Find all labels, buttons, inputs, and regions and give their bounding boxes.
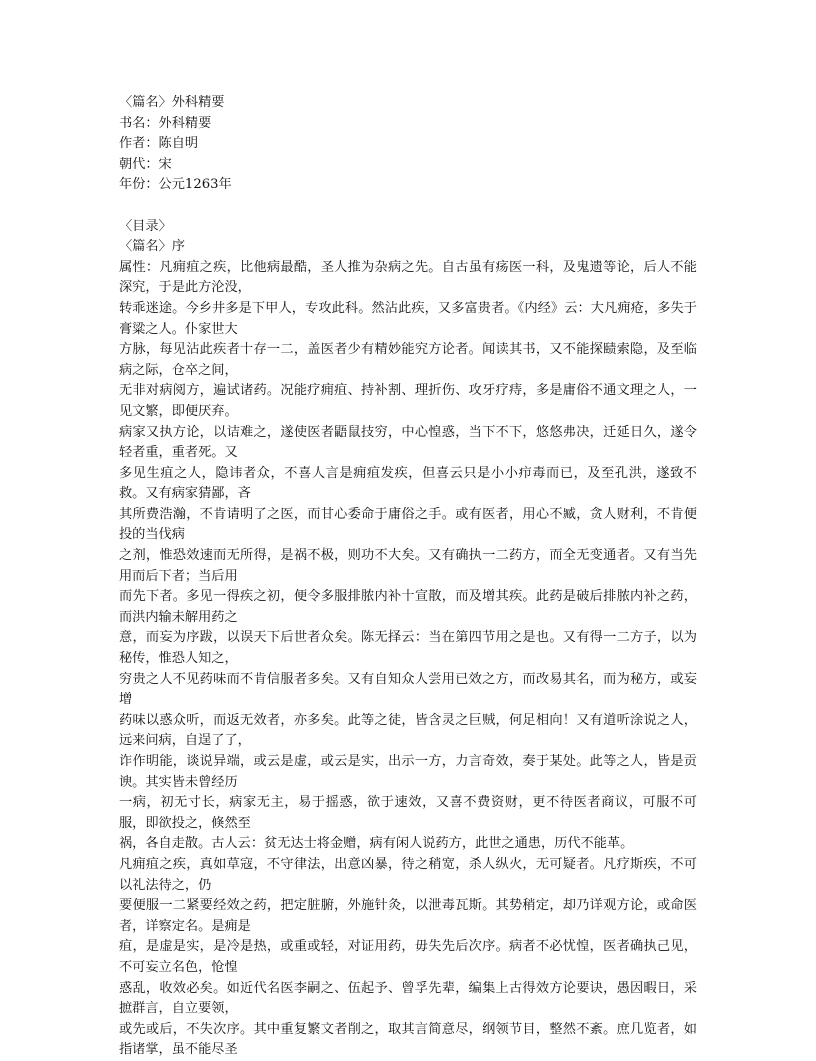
paragraph: 惑乱，收效必矣。如近代名医李嗣之、伍起予、曾孚先辈，编集上古得效方论要诀，愚因暇日，采摭群言，自立要领， [119, 980, 697, 1017]
paragraph: 或先或后，不失次序。其中重复繁文者削之，取其言简意尽，纲领节目，整然不紊。庶几览者，如指诸掌，虽不能尽圣 [119, 1021, 697, 1058]
paragraph: 之剂，惟恐效速而无所得，是祸不极，则功不大矣。又有确执一二药方，而全无变通者。又有当先用而后下者；当后用 [119, 548, 697, 584]
paragraph: 疽，是虚是实，是冷是热，或重或轻，对证用药，毋失先后次序。病者不必忧惶，医者确执己见，不可妄立名色，怆惶 [119, 939, 697, 975]
paragraph: 一病，初无寸长，病家无主，易于摇惑，欲于速效，又喜不费资财，更不待医者商议，可服不可服，即欲投之，倏然至 [119, 795, 697, 831]
author: 作者：陈自明 [119, 136, 199, 152]
paragraph: 方脉，每见沾此疾者十存一二，盖医者少有精妙能究方论者。闻读其书，又不能探赜索隐，及至临病之际，仓卒之间， [119, 342, 697, 378]
paragraph: 无非对病阅方，遍试诸药。况能疗痈疽、持补割、理折伤、攻牙疗痔，多是庸俗不通文理之人，一见文繁，即便厌弃。 [119, 383, 697, 419]
body-text [119, 258, 697, 1061]
paragraph: 意，而妄为序跋，以误天下后世者众矣。陈无择云：当在第四节用之是也。又有得一二方子，以为秘传，惟恐人知之， [119, 630, 697, 667]
paragraph: 属性：凡痈疽之疾，比他病最酷，圣人推为杂病之先。自古虽有疡医一科，及鬼遗等论，后人不能深究，于是此方沦没， [119, 259, 697, 296]
paragraph: 诈作明能，谈说异端，或云是虚，或云是实，出示一方，力言奇效，奏于某处。此等之人，皆是贡谀。其实皆未曾经历 [119, 754, 697, 790]
year: 年份：公元1263年 [119, 177, 232, 193]
dynasty: 朝代：宋 [119, 156, 172, 172]
section-title: 〈篇名〉序 [119, 239, 185, 255]
paragraph: 凡痈疽之疾，真如草寇，不守律法，出意凶暴，待之稍宽，杀人纵火，无可疑者。凡疗斯疾，不可以礼法待之，仍 [119, 856, 697, 893]
paragraph: 病家又执方论，以诘难之，遂使医者鼯鼠技穷，中心惶惑，当下不下，悠悠弗决，迁延日久，遂令轻者重，重者死。又 [119, 424, 697, 461]
book-name: 书名：外科精要 [119, 115, 212, 131]
paragraph: 穷贵之人不见药味而不肯信服者多矣。又有自知众人尝用已效之方，而改易其名，而为秘方，或妄增 [119, 671, 697, 708]
spacer [119, 196, 697, 217]
chapter-title: 〈篇名〉外科精要 [119, 95, 225, 110]
paragraph: 而先下者。多见一得疾之初，便令多服排脓内补十宣散，而及增其疾。此药是破后排脓内补之药，而洪内输未解用药之 [119, 589, 697, 625]
paragraph: 多见生疽之人，隐讳者众，不喜人言是痈疽发疾，但喜云只是小小疖毒而已，及至孔洪，遂致不救。又有病家猜鄙，吝 [119, 465, 697, 502]
paragraph: 药味以惑众听，而返无效者，亦多矣。此等之徒，皆含灵之巨贼，何足相向！又有道听涂说之人，远来问病，自逞了了， [119, 712, 697, 749]
paragraph: 要便服一二紧要经效之药，把定脏腑，外施针灸，以泄毒瓦斯。其势稍定，却乃详观方论，或命医者，详察定名。是痈是 [119, 898, 697, 934]
paragraph: 祸，各自走散。古人云：贫无达士将金赠，病有闲人说药方，此世之通患，历代不能革。 [119, 836, 634, 852]
paragraph: 其所费浩瀚，不肯请明了之医，而甘心委命于庸俗之手。或有医者，用心不臧，贪人财利，不肯便投的当伐病 [119, 506, 697, 543]
paragraph: 转乖迷途。今乡井多是下甲人，专攻此科。然沾此疾，又多富贵者。《内经》云：大凡痈疮，多失于膏粱之人。仆家世大 [119, 300, 697, 337]
document-page [119, 93, 697, 1061]
toc-label: 〈目录〉 [119, 218, 172, 234]
